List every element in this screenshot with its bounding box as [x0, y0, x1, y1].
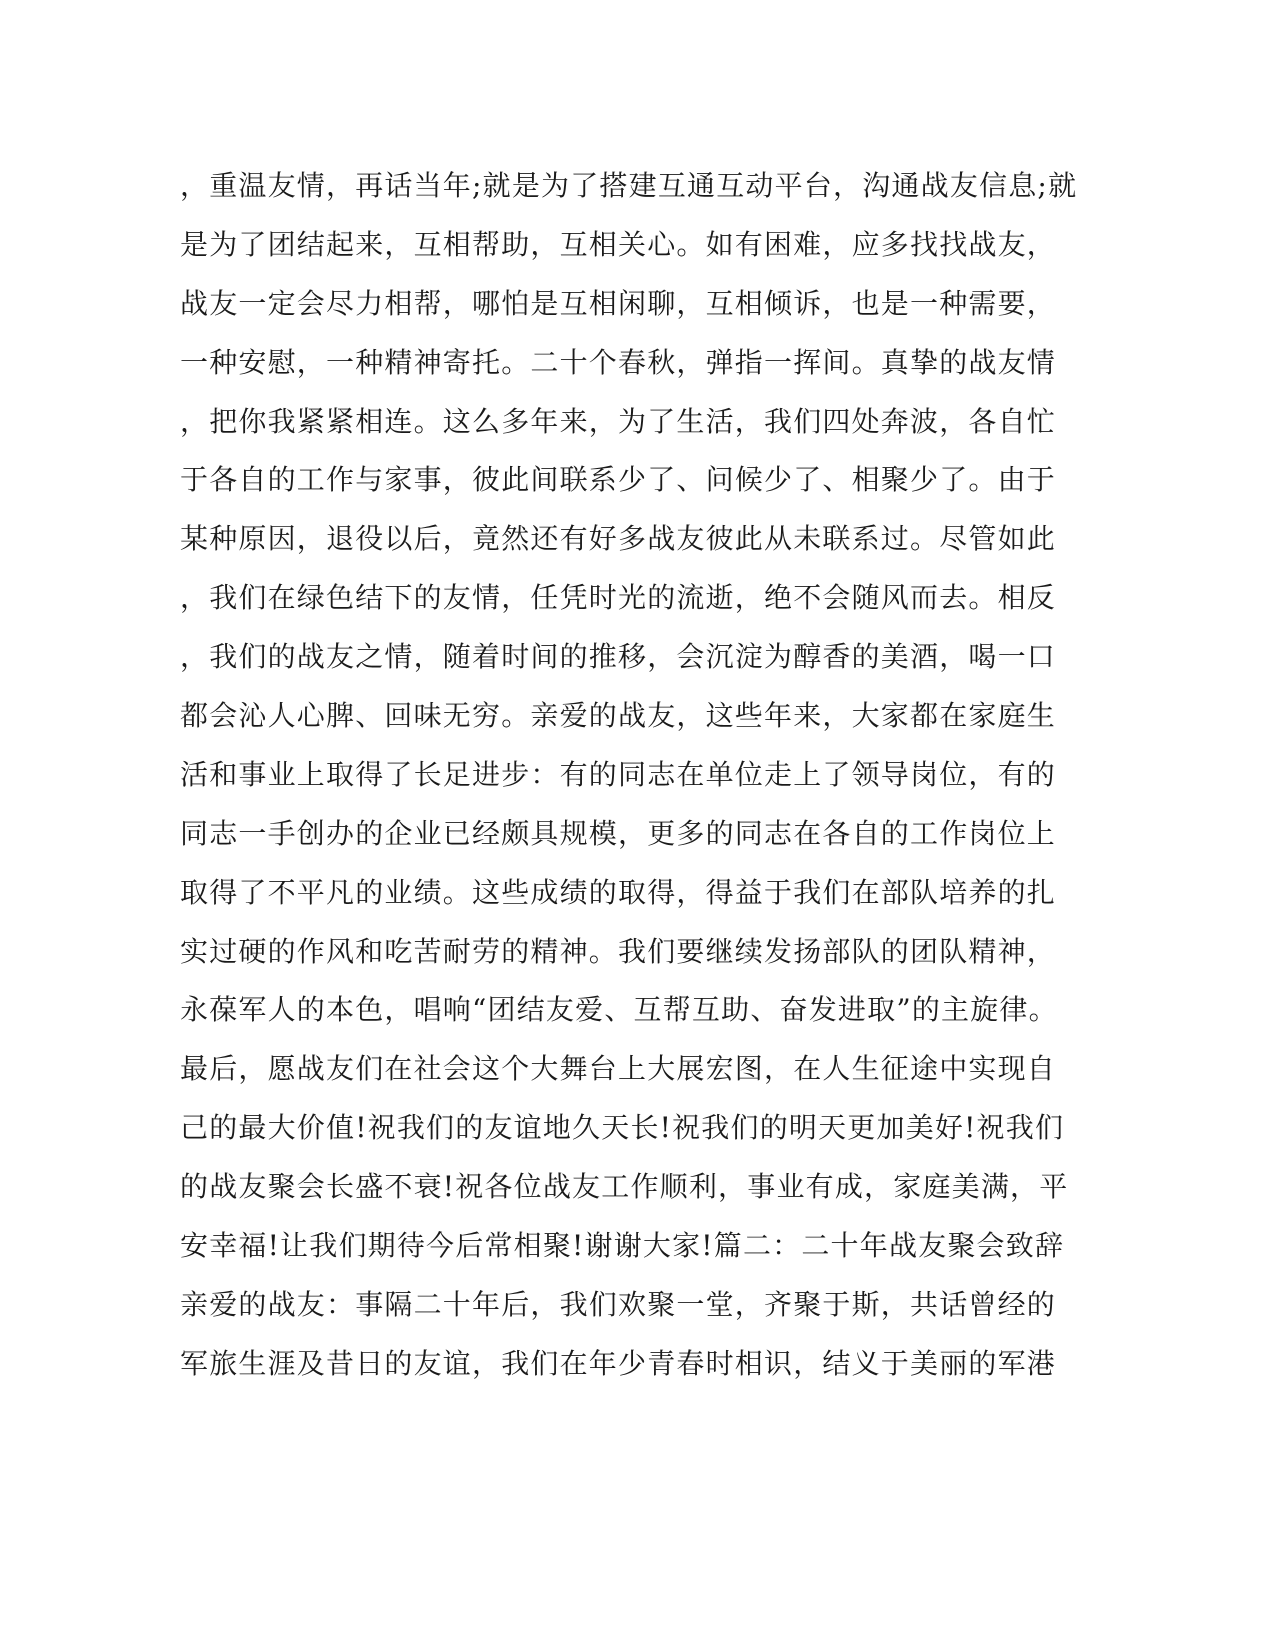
text-line: 活和事业上取得了长足进步：有的同志在单位走上了领导岗位，有的 [180, 757, 1057, 791]
text-line: ，我们在绿色结下的友情，任凭时光的流逝，绝不会随风而去。相反 [180, 581, 1057, 615]
text-line: 取得了不平凡的业绩。这些成绩的取得，得益于我们在部队培养的扎 [180, 875, 1057, 909]
text-line: 一种安慰，一种精神寄托。二十个春秋，弹指一挥间。真挚的战友情 [180, 345, 1057, 379]
text-line: 于各自的工作与家事，彼此间联系少了、问候少了、相聚少了。由于 [180, 463, 1057, 497]
text-line: 某种原因，退役以后，竟然还有好多战友彼此从未联系过。尽管如此 [180, 522, 1057, 556]
text-line: 是为了团结起来，互相帮助，互相关心。如有困难，应多找找战友， [180, 227, 1057, 261]
body-text [180, 157, 1078, 1394]
text-line: ，我们的战友之情，随着时间的推移，会沉淀为醇香的美酒，喝一口 [180, 640, 1057, 674]
text-line: 安幸福!让我们期待今后常相聚!谢谢大家!篇二：二十年战友聚会致辞 [180, 1229, 1065, 1263]
text-line: 战友一定会尽力相帮，哪怕是互相闲聊，互相倾诉，也是一种需要， [180, 286, 1057, 320]
text-line: 己的最大价值!祝我们的友谊地久天长!祝我们的明天更加美好!祝我们 [180, 1111, 1065, 1145]
text-line: 军旅生涯及昔日的友谊，我们在年少青春时相识，结义于美丽的军港 [180, 1346, 1057, 1380]
text-line: ，重温友情，再话当年;就是为了搭建互通互动平台，沟通战友信息;就 [180, 169, 1078, 202]
text-line: 最后，愿战友们在社会这个大舞台上大展宏图，在人生征途中实现自 [180, 1052, 1057, 1086]
text-line: ，把你我紧紧相连。这么多年来，为了生活，我们四处奔波，各自忙 [180, 404, 1057, 438]
text-line: 亲爱的战友：事隔二十年后，我们欢聚一堂，齐聚于斯，共话曾经的 [180, 1287, 1057, 1321]
text-line: 同志一手创办的企业已经颇具规模，更多的同志在各自的工作岗位上 [180, 816, 1057, 850]
text-line: 永葆军人的本色，唱响“团结友爱、互帮互助、奋发进取”的主旋律。 [180, 993, 1058, 1027]
text-line: 都会沁人心脾、回味无穷。亲爱的战友，这些年来，大家都在家庭生 [180, 699, 1057, 733]
text-line: 实过硬的作风和吃苦耐劳的精神。我们要继续发扬部队的团队精神， [180, 934, 1057, 968]
text-line: 的战友聚会长盛不衰!祝各位战友工作顺利，事业有成，家庭美满，平 [180, 1170, 1069, 1204]
